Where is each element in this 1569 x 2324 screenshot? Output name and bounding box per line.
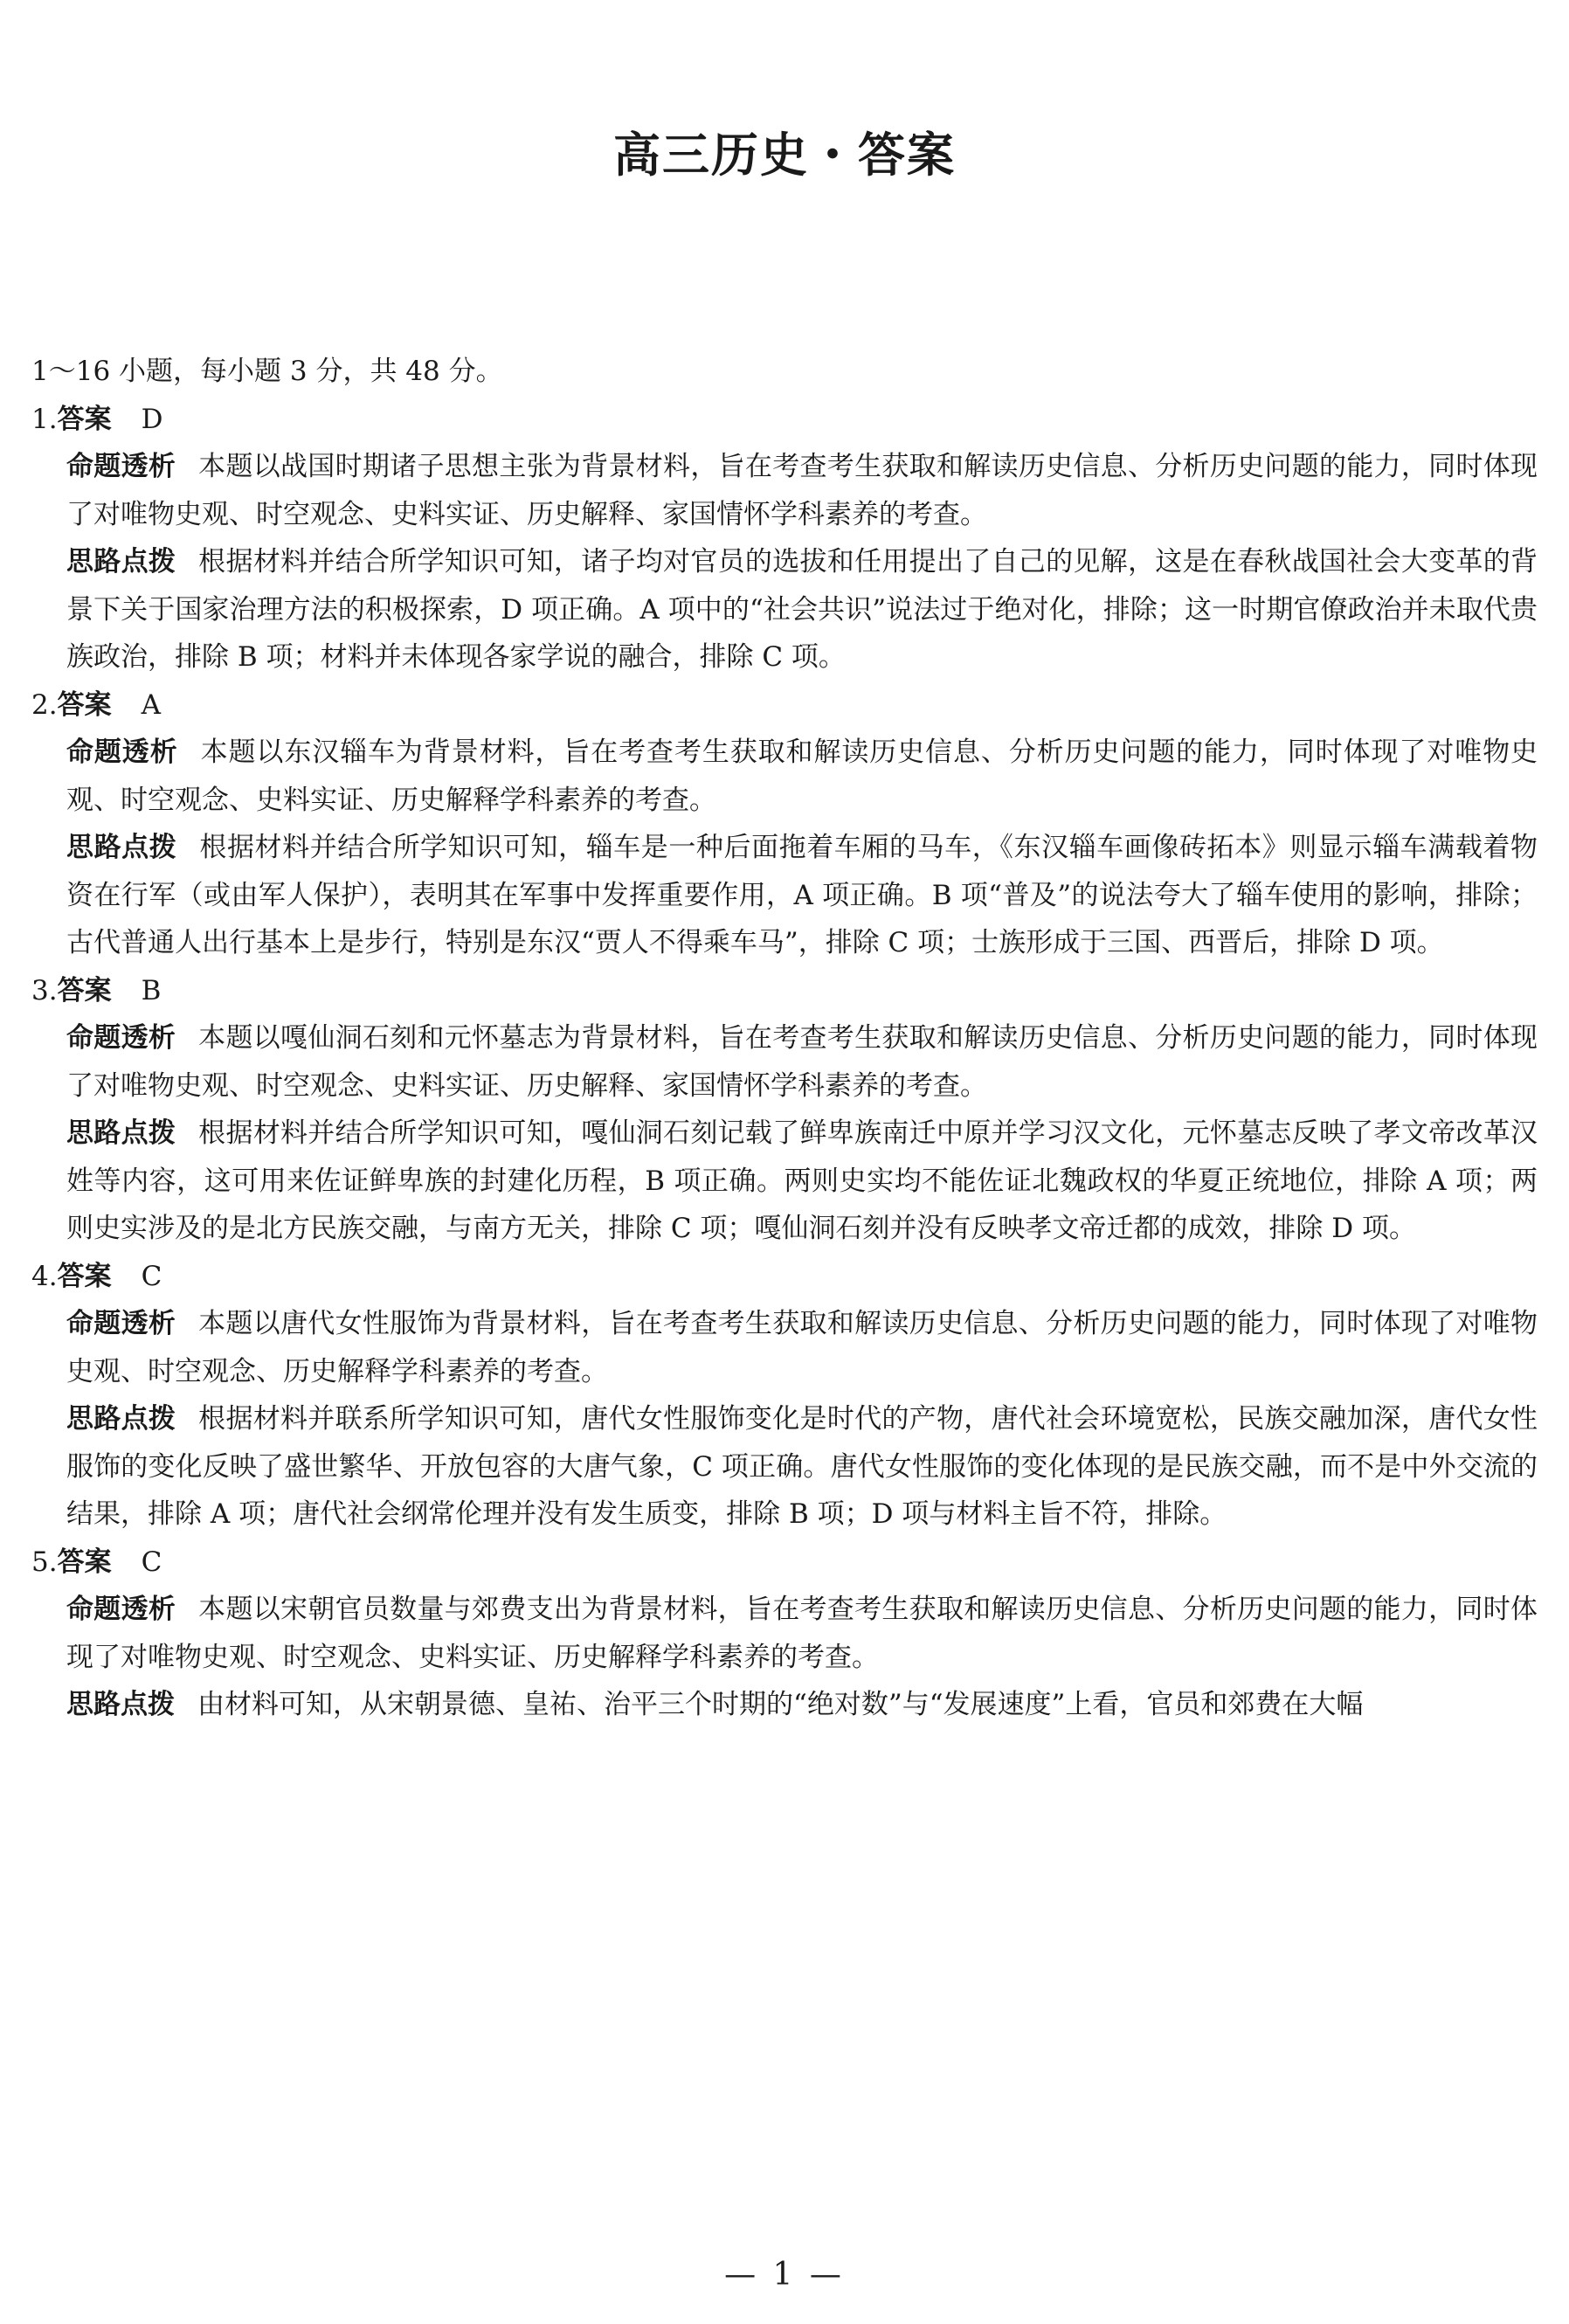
hint-paragraph — [31, 538, 1538, 681]
answer-choice: C — [141, 1260, 162, 1292]
analysis-label: 命题透析 — [66, 1594, 176, 1625]
analysis-label: 命题透析 — [66, 1308, 176, 1339]
intro-line: 1～16 小题，每小题 3 分，共 48 分。 — [31, 356, 503, 387]
analysis-label: 命题透析 — [66, 1022, 176, 1054]
analysis-label: 命题透析 — [66, 451, 176, 482]
page-number: — 1 — — [724, 2257, 845, 2293]
analysis-text: 本题以唐代女性服饰为背景材料，旨在考查考生获取和解读历史信息、分析历史问题的能力，同时体现了对唯物史观、时空观念、历史解释学科素养的考查。 — [66, 1308, 1538, 1387]
hint-label: 思路点拨 — [66, 1117, 176, 1149]
analysis-label: 命题透析 — [66, 737, 178, 768]
answer-line — [31, 967, 1538, 1015]
answer-label: 答案 — [57, 974, 112, 1006]
question-block — [31, 396, 1538, 681]
answer-label: 答案 — [57, 403, 112, 435]
hint-label: 思路点拨 — [66, 1403, 176, 1435]
question-block — [31, 967, 1538, 1253]
hint-paragraph — [31, 1681, 1538, 1729]
question-block — [31, 681, 1538, 967]
answer-line — [31, 396, 1538, 444]
hint-text: 根据材料并结合所学知识可知，诸子均对官员的选拔和任用提出了自己的见解，这是在春秋战国社会大变革的背景下关于国家治理方法的积极探索，D 项正确。A 项中的“社会共识”说法过于绝对化，排除；这一时期官僚政治并未取代贵族政治，排除 B 项；材料并未体现各家学说的融合，排除 C 项。 — [66, 546, 1538, 673]
answer-choice: C — [141, 1546, 162, 1578]
analysis-text: 本题以战国时期诸子思想主张为背景材料，旨在考查考生获取和解读历史信息、分析历史问题的能力，同时体现了对唯物史观、时空观念、史料实证、历史解释、家国情怀学科素养的考查。 — [66, 451, 1538, 530]
analysis-paragraph — [31, 1300, 1538, 1395]
question-number: 1. — [31, 403, 58, 435]
answer-choice: D — [141, 403, 163, 435]
hint-text: 根据材料并结合所学知识可知，嘎仙洞石刻记载了鲜卑族南迁中原并学习汉文化，元怀墓志反映了孝文帝改革汉姓等内容，这可用来佐证鲜卑族的封建化历程，B 项正确。两则史实均不能佐证北魏政权的华夏正统地位，排除 A 项；两则史实涉及的是北方民族交融，与南方无关，排除 C 项；嘎仙洞石刻并没有反映孝文帝迁都的成效，排除 D 项。 — [66, 1117, 1538, 1244]
answer-label: 答案 — [57, 688, 112, 721]
answer-line — [31, 681, 1538, 730]
hint-paragraph — [31, 824, 1538, 967]
analysis-text: 本题以宋朝官员数量与郊费支出为背景材料，旨在考查考生获取和解读历史信息、分析历史问题的能力，同时体现了对唯物史观、时空观念、史料实证、历史解释学科素养的考查。 — [66, 1594, 1538, 1673]
answer-label: 答案 — [57, 1260, 112, 1292]
question-number: 4. — [31, 1260, 58, 1292]
hint-paragraph — [31, 1395, 1538, 1539]
answer-choice: B — [141, 974, 162, 1006]
question-block — [31, 1253, 1538, 1539]
answer-line — [31, 1253, 1538, 1301]
analysis-paragraph — [31, 729, 1538, 824]
hint-text: 根据材料并结合所学知识可知，辎车是一种后面拖着车厢的马车，《东汉辎车画像砖拓本》则显示辎车满载着物资在行军（或由军人保护），表明其在军事中发挥重要作用，A 项正确。B 项“普及”的说法夸大了辎车使用的影响，排除；古代普通人出行基本上是步行，特别是东汉“贾人不得乘车马”，排除 C 项；士族形成于三国、西晋后，排除 D 项。 — [66, 832, 1538, 958]
hint-text: 根据材料并联系所学知识可知，唐代女性服饰变化是时代的产物，唐代社会环境宽松，民族交融加深，唐代女性服饰的变化反映了盛世繁华、开放包容的大唐气象，C 项正确。唐代女性服饰的变化体现的是民族交融，而不是中外交流的结果，排除 A 项；唐代社会纲常伦理并没有发生质变，排除 B 项；D 项与材料主旨不符，排除。 — [66, 1403, 1538, 1530]
hint-label: 思路点拨 — [66, 546, 176, 578]
answer-choice: A — [141, 688, 161, 721]
analysis-paragraph — [31, 1014, 1538, 1110]
hint-label: 思路点拨 — [66, 832, 177, 863]
analysis-text: 本题以东汉辎车为背景材料，旨在考查考生获取和解读历史信息、分析历史问题的能力，同时体现了对唯物史观、时空观念、史料实证、历史解释学科素养的考查。 — [66, 737, 1538, 816]
hint-text: 由材料可知，从宋朝景德、皇祐、治平三个时期的“绝对数”与“发展速度”上看，官员和郊费在大幅 — [197, 1689, 1364, 1720]
page-title: 高三历史・答案 — [613, 128, 956, 183]
answer-content — [31, 348, 1538, 1729]
question-number: 3. — [31, 974, 58, 1006]
analysis-text: 本题以嘎仙洞石刻和元怀墓志为背景材料，旨在考查考生获取和解读历史信息、分析历史问题的能力，同时体现了对唯物史观、时空观念、史料实证、历史解释、家国情怀学科素养的考查。 — [66, 1022, 1538, 1102]
analysis-paragraph — [31, 1586, 1538, 1681]
question-number: 5. — [31, 1546, 58, 1578]
analysis-paragraph — [31, 443, 1538, 538]
hint-label: 思路点拨 — [66, 1689, 175, 1720]
question-number: 2. — [31, 688, 58, 721]
answer-line — [31, 1539, 1538, 1587]
answer-label: 答案 — [57, 1546, 112, 1578]
question-block — [31, 1539, 1538, 1729]
hint-paragraph — [31, 1110, 1538, 1253]
